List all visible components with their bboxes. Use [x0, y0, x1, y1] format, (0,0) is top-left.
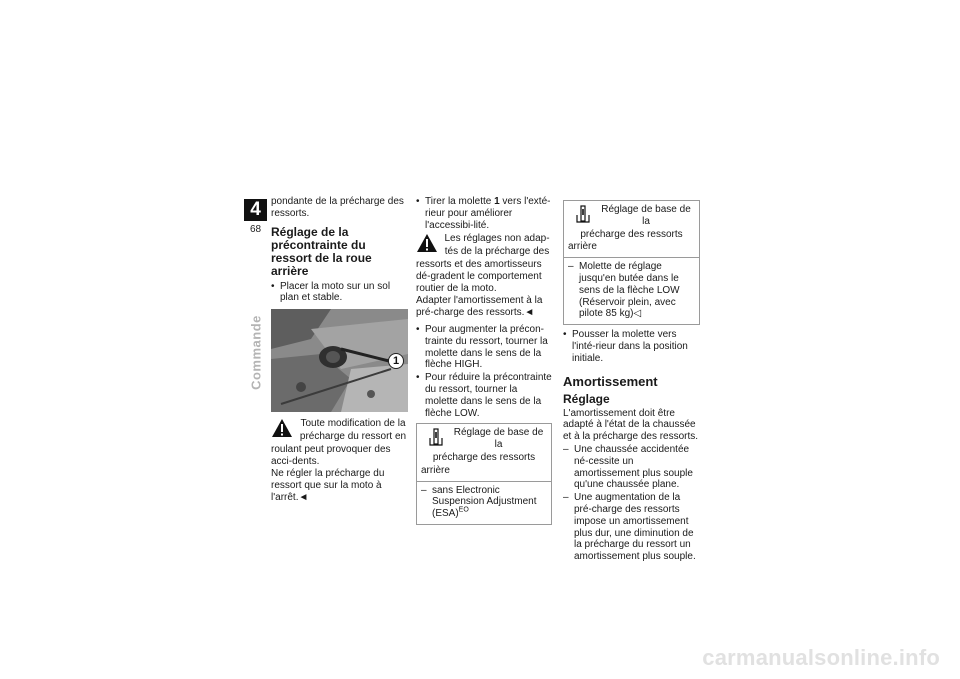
motorcycle-photo: [271, 309, 408, 412]
list-item: – Une augmentation de la pré-charge des ressorts impose un amortissement plus dur, une diminution de la précharge du ressort un amortissement plus souple.: [563, 492, 696, 563]
list-item: • Pousser la molette vers l'inté-rieur dans la position initiale.: [563, 329, 688, 364]
intro-text: pondante de la précharge des ressorts.: [271, 196, 404, 219]
warning-triangle-icon: [271, 418, 293, 438]
page-number: 68: [249, 224, 262, 235]
callout-1: 1: [388, 353, 404, 369]
body-text: L'amortissement doit être adapté à l'état de la chaussée et à la précharge des ressorts.: [563, 407, 699, 443]
spec-box-header: Réglage de base de la précharge des ressorts arrière: [564, 204, 699, 258]
section-label: Commande: [248, 315, 264, 390]
list-item: – Une chaussée accidentée né-cessite un amortissement plus souple qu'une chaussée plane.: [563, 443, 693, 491]
section-heading: Amortissement: [563, 373, 658, 389]
wrench-tool-icon: [574, 205, 592, 225]
warning-note: Toute modification de la précharge du ressort en roulant peut provoquer des acci-dents. Ne régler la précharge du ressort que sur la moto à l'arrêt.◄: [271, 418, 407, 503]
list-item: • Tirer la molette 1 vers l'exté-rieur pour améliorer l'accessibi-lité.: [416, 196, 551, 231]
spec-box: [416, 423, 552, 525]
list-item: • Pour réduire la précontrainte du ressort, tourner la molette dans le sens de la flèche LOW.: [416, 372, 552, 419]
spec-item: – Molette de réglage jusqu'en butée dans le sens de la flèche LOW (Réservoir plein, avec pilote 85 kg)◁: [568, 261, 680, 320]
list-item: • Pour augmenter la précon-trainte du ressort, tourner la molette dans le sens de la flèche HIGH.: [416, 323, 548, 371]
subsection-heading: Réglage: [563, 391, 610, 406]
warning-note: Les réglages non adap- tés de la précharge des ressorts et des amortisseurs dé-gradent le comportement routier de la moto. Adapter l'amortissement à la pré-charge des ressorts.◄: [416, 233, 550, 319]
column-3: [563, 196, 700, 564]
spec-box-header: Réglage de base de la précharge des ressorts arrière: [417, 427, 551, 481]
spec-item: – sans Electronic Suspension Adjustment (ESA)$^{EO}$: [421, 484, 537, 520]
wrench-tool-icon: [427, 428, 445, 448]
chapter-number: 4: [244, 199, 267, 221]
column-1: [271, 196, 409, 505]
section-heading: Réglage de la précontrainte du ressort de la roue arrière: [271, 224, 372, 278]
spec-box: [563, 200, 700, 325]
warning-triangle-icon: [416, 233, 438, 253]
list-item: • Placer la moto sur un sol plan et stable.: [271, 280, 391, 304]
watermark: carmanualsonline.info: [702, 645, 940, 670]
column-2: [416, 196, 552, 529]
